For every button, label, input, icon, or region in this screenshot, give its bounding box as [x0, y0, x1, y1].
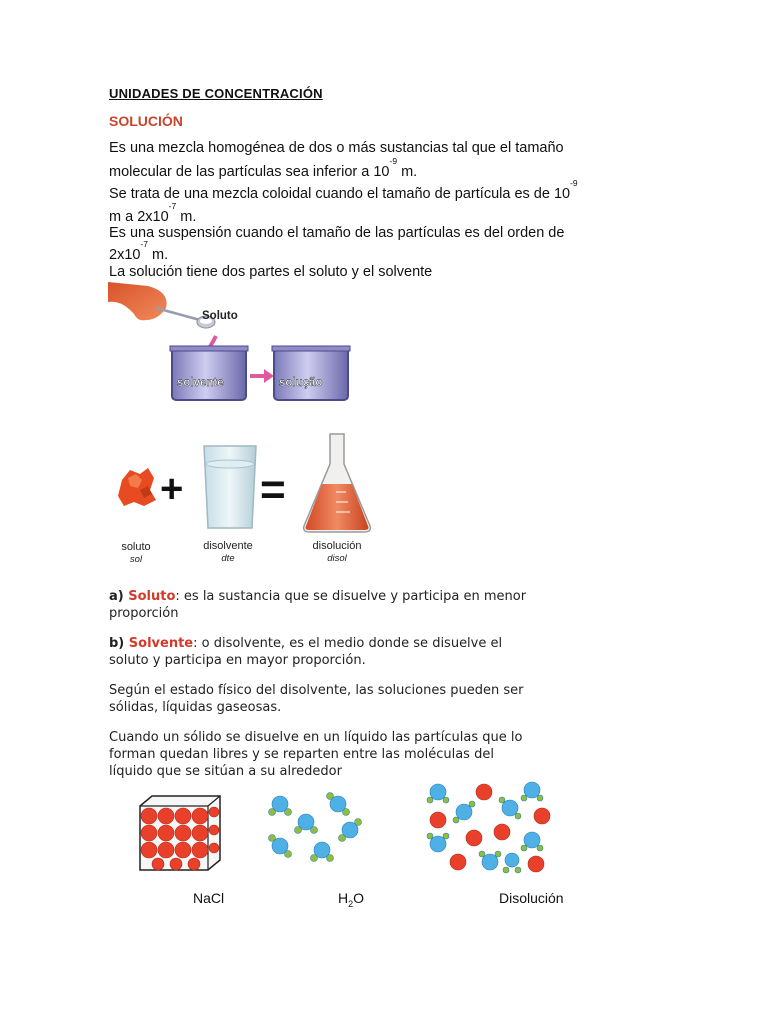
disolucion-caption: disolución disol — [312, 540, 362, 564]
plus-sign: + — [160, 467, 184, 511]
paragraph-estado-fisico: Según el estado físico del disolvente, las soluciones pueden ser sólidas, líquidas gaseosas. — [109, 683, 524, 715]
exponent: -9 — [570, 178, 578, 188]
solute-solvent-illustration — [108, 280, 360, 408]
spoon-icon — [156, 308, 200, 320]
intro-line-4: m a $2x10^{-7}$ m. — [109, 201, 197, 225]
erlenmeyer-flask-icon — [304, 434, 371, 532]
beaker-solution-icon — [274, 348, 348, 400]
section-title: SOLUCIÓN — [109, 113, 183, 129]
exponent: -7 — [168, 201, 177, 211]
nacl-label: NaCl — [193, 890, 225, 906]
exponent: -7 — [140, 239, 149, 249]
soluto-label: Soluto — [202, 310, 238, 322]
intro-line-1: Es una mezcla homogénea de dos o más sustancias tal que el tamaño — [109, 140, 564, 156]
solvente-label: solvente — [177, 377, 224, 389]
intro-line-2: molecular de las partículas sea inferior a $10^{-9}$ m. — [109, 156, 418, 180]
document-title: UNIDADES DE CONCENTRACIÓN — [109, 86, 323, 101]
dissolution-equation-illustration — [108, 428, 383, 540]
water-glass-icon — [204, 446, 256, 528]
solucao-label: solução — [279, 377, 323, 389]
intro-line-7: La solución tiene dos partes el soluto y el solvente — [109, 264, 433, 280]
paragraph-disolucion-solido: Cuando un sólido se disuelve en un líquido las partículas que lo forman quedan libres y se reparten entre las moléculas del líquido que se sitúan a su alrededor — [109, 730, 523, 779]
intro-line-3: Se trata de una mezcla coloidal cuando el tamaño de partícula es de $10^{-9}$ — [109, 178, 578, 202]
solute-crystals-icon — [118, 468, 156, 506]
hand-icon — [108, 282, 167, 320]
intro-line-6: $2x10^{-7}$ m. — [109, 239, 169, 263]
disolvente-caption: disolvente dte — [203, 540, 253, 564]
definition-soluto: a) Soluto: es la sustancia que se disuelve y participa en menor proporción — [109, 589, 527, 621]
water-molecules-icon — [266, 792, 366, 864]
dissolution-particles-icon — [424, 778, 552, 880]
exponent: -9 — [389, 156, 398, 166]
equals-sign: = — [260, 465, 286, 514]
soluto-caption: soluto sol — [121, 541, 151, 565]
disolucion-label: Disolución — [499, 890, 564, 906]
beaker-solvent-icon — [172, 348, 246, 400]
definition-solvente: b) Solvente: o disolvente, es el medio donde se disuelve el soluto y participa en mayor proporción. — [109, 636, 503, 668]
nacl-crystal-lattice-icon — [136, 792, 224, 872]
intro-line-5: Es una suspensión cuando el tamaño de las partículas es del orden de — [109, 225, 565, 241]
h2o-label: $H_2O$ — [338, 890, 365, 909]
